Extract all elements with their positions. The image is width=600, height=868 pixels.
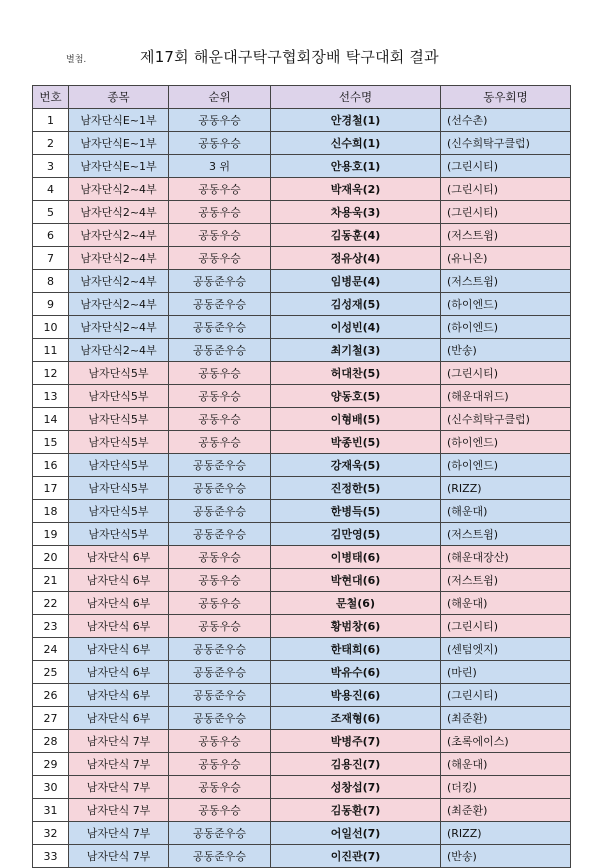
cell-event: 남자단식 7부 — [69, 776, 169, 799]
cell-rank: 공동우승 — [169, 776, 271, 799]
cell-event: 남자단식2~4부 — [69, 201, 169, 224]
cell-number: 1 — [33, 109, 69, 132]
table-row — [33, 707, 571, 730]
cell-number: 29 — [33, 753, 69, 776]
cell-club-name: (더킹) — [441, 776, 571, 799]
cell-rank: 공동우승 — [169, 753, 271, 776]
table-row — [33, 155, 571, 178]
cell-event: 남자단식E~1부 — [69, 155, 169, 178]
table-row — [33, 523, 571, 546]
cell-club-name: (센텀엣지) — [441, 638, 571, 661]
cell-player-name: 안용호(1) — [271, 155, 441, 178]
cell-number: 6 — [33, 224, 69, 247]
cell-player-name: 박종빈(5) — [271, 431, 441, 454]
cell-event: 남자단식2~4부 — [69, 316, 169, 339]
cell-event: 남자단식 6부 — [69, 684, 169, 707]
table-row — [33, 408, 571, 431]
cell-number: 18 — [33, 500, 69, 523]
cell-club-name: (그린시티) — [441, 362, 571, 385]
cell-number: 13 — [33, 385, 69, 408]
cell-event: 남자단식 6부 — [69, 707, 169, 730]
cell-event: 남자단식2~4부 — [69, 293, 169, 316]
table-row — [33, 270, 571, 293]
cell-player-name: 진정한(5) — [271, 477, 441, 500]
cell-rank: 공동우승 — [169, 431, 271, 454]
table-row — [33, 316, 571, 339]
cell-number: 16 — [33, 454, 69, 477]
table-row — [33, 500, 571, 523]
cell-rank: 공동우승 — [169, 109, 271, 132]
cell-number: 22 — [33, 592, 69, 615]
cell-player-name: 정유상(4) — [271, 247, 441, 270]
cell-event: 남자단식2~4부 — [69, 270, 169, 293]
cell-player-name: 성창섭(7) — [271, 776, 441, 799]
cell-number: 5 — [33, 201, 69, 224]
cell-number: 7 — [33, 247, 69, 270]
cell-rank: 공동준우승 — [169, 454, 271, 477]
cell-event: 남자단식5부 — [69, 408, 169, 431]
cell-player-name: 김동훈(4) — [271, 224, 441, 247]
attachment-label: 별첨. — [66, 55, 87, 65]
table-row — [33, 569, 571, 592]
cell-number: 26 — [33, 684, 69, 707]
table-row — [33, 109, 571, 132]
cell-player-name: 조재형(6) — [271, 707, 441, 730]
cell-event: 남자단식5부 — [69, 477, 169, 500]
cell-rank: 공동우승 — [169, 546, 271, 569]
cell-player-name: 안경철(1) — [271, 109, 441, 132]
table-row — [33, 753, 571, 776]
cell-number: 32 — [33, 822, 69, 845]
table-row — [33, 730, 571, 753]
cell-club-name: (신수희탁구클럽) — [441, 408, 571, 431]
cell-rank: 공동준우승 — [169, 270, 271, 293]
table-row — [33, 776, 571, 799]
cell-rank: 공동우승 — [169, 224, 271, 247]
cell-club-name: (하이엔드) — [441, 293, 571, 316]
table-body — [33, 109, 571, 868]
cell-number: 19 — [33, 523, 69, 546]
cell-rank: 공동우승 — [169, 385, 271, 408]
table-row — [33, 132, 571, 155]
cell-event: 남자단식 6부 — [69, 615, 169, 638]
cell-rank: 공동우승 — [169, 615, 271, 638]
column-header-number: 번호 — [33, 86, 69, 109]
cell-event: 남자단식5부 — [69, 500, 169, 523]
column-header-player: 선수명 — [271, 86, 441, 109]
cell-number: 30 — [33, 776, 69, 799]
cell-club-name: (마린) — [441, 661, 571, 684]
table-row — [33, 684, 571, 707]
cell-rank: 공동우승 — [169, 247, 271, 270]
cell-player-name: 김동환(7) — [271, 799, 441, 822]
cell-rank: 공동우승 — [169, 730, 271, 753]
cell-number: 31 — [33, 799, 69, 822]
cell-event: 남자단식 7부 — [69, 845, 169, 868]
cell-event: 남자단식 6부 — [69, 569, 169, 592]
table-row — [33, 592, 571, 615]
table-row — [33, 293, 571, 316]
cell-player-name: 양동호(5) — [271, 385, 441, 408]
cell-number: 11 — [33, 339, 69, 362]
table-row — [33, 178, 571, 201]
table-row — [33, 661, 571, 684]
table-row — [33, 799, 571, 822]
column-header-rank: 순위 — [169, 86, 271, 109]
cell-player-name: 이형배(5) — [271, 408, 441, 431]
cell-number: 15 — [33, 431, 69, 454]
cell-club-name: (하이엔드) — [441, 454, 571, 477]
cell-player-name: 강재욱(5) — [271, 454, 441, 477]
cell-rank: 공동준우승 — [169, 661, 271, 684]
cell-player-name: 한병득(5) — [271, 500, 441, 523]
cell-club-name: (RIZZ) — [441, 477, 571, 500]
cell-club-name: (반송) — [441, 845, 571, 868]
cell-rank: 공동준우승 — [169, 339, 271, 362]
cell-number: 23 — [33, 615, 69, 638]
cell-number: 3 — [33, 155, 69, 178]
cell-number: 10 — [33, 316, 69, 339]
cell-number: 33 — [33, 845, 69, 868]
cell-number: 8 — [33, 270, 69, 293]
cell-rank: 공동준우승 — [169, 845, 271, 868]
cell-player-name: 박유수(6) — [271, 661, 441, 684]
cell-event: 남자단식5부 — [69, 385, 169, 408]
cell-club-name: (그린시티) — [441, 178, 571, 201]
cell-player-name: 박재욱(2) — [271, 178, 441, 201]
cell-club-name: (최준환) — [441, 707, 571, 730]
cell-number: 27 — [33, 707, 69, 730]
table-row — [33, 615, 571, 638]
cell-club-name: (저스트윔) — [441, 270, 571, 293]
cell-player-name: 최기철(3) — [271, 339, 441, 362]
cell-player-name: 이진관(7) — [271, 845, 441, 868]
cell-club-name: (저스트윔) — [441, 224, 571, 247]
cell-event: 남자단식E~1부 — [69, 109, 169, 132]
table-header-row — [33, 86, 571, 109]
cell-rank: 공동우승 — [169, 201, 271, 224]
cell-rank: 공동우승 — [169, 408, 271, 431]
table-row — [33, 362, 571, 385]
cell-event: 남자단식 6부 — [69, 592, 169, 615]
cell-player-name: 박현대(6) — [271, 569, 441, 592]
cell-player-name: 문철(6) — [271, 592, 441, 615]
cell-event: 남자단식 7부 — [69, 822, 169, 845]
cell-rank: 공동준우승 — [169, 638, 271, 661]
cell-rank: 공동우승 — [169, 132, 271, 155]
cell-club-name: (그린시티) — [441, 684, 571, 707]
results-table — [32, 85, 571, 868]
cell-club-name: (저스트윔) — [441, 569, 571, 592]
cell-number: 14 — [33, 408, 69, 431]
cell-number: 20 — [33, 546, 69, 569]
cell-club-name: (초록에이스) — [441, 730, 571, 753]
cell-number: 21 — [33, 569, 69, 592]
cell-number: 24 — [33, 638, 69, 661]
cell-player-name: 이성빈(4) — [271, 316, 441, 339]
column-header-club: 동우회명 — [441, 86, 571, 109]
cell-event: 남자단식2~4부 — [69, 247, 169, 270]
table-row — [33, 454, 571, 477]
table-row — [33, 247, 571, 270]
cell-event: 남자단식5부 — [69, 454, 169, 477]
table-row — [33, 638, 571, 661]
cell-event: 남자단식 6부 — [69, 661, 169, 684]
table-row — [33, 385, 571, 408]
cell-number: 12 — [33, 362, 69, 385]
cell-club-name: (반송) — [441, 339, 571, 362]
cell-club-name: (유니온) — [441, 247, 571, 270]
cell-rank: 공동준우승 — [169, 500, 271, 523]
table-row — [33, 431, 571, 454]
cell-club-name: (해운대위드) — [441, 385, 571, 408]
table-row — [33, 546, 571, 569]
cell-player-name: 임병문(4) — [271, 270, 441, 293]
cell-rank: 공동준우승 — [169, 822, 271, 845]
cell-rank: 공동준우승 — [169, 316, 271, 339]
cell-rank: 공동우승 — [169, 178, 271, 201]
cell-event: 남자단식 7부 — [69, 799, 169, 822]
cell-rank: 공동준우승 — [169, 293, 271, 316]
cell-rank: 공동준우승 — [169, 523, 271, 546]
cell-number: 9 — [33, 293, 69, 316]
cell-club-name: (그린시티) — [441, 615, 571, 638]
cell-event: 남자단식 7부 — [69, 730, 169, 753]
cell-number: 2 — [33, 132, 69, 155]
cell-club-name: (신수희탁구클럽) — [441, 132, 571, 155]
cell-rank: 공동우승 — [169, 362, 271, 385]
cell-club-name: (하이엔드) — [441, 431, 571, 454]
cell-club-name: (해운대) — [441, 753, 571, 776]
cell-player-name: 김용진(7) — [271, 753, 441, 776]
table-row — [33, 822, 571, 845]
cell-rank: 3 위 — [169, 155, 271, 178]
cell-rank: 공동준우승 — [169, 707, 271, 730]
cell-player-name: 황범창(6) — [271, 615, 441, 638]
cell-event: 남자단식E~1부 — [69, 132, 169, 155]
cell-player-name: 신수희(1) — [271, 132, 441, 155]
column-header-event: 종목 — [69, 86, 169, 109]
cell-rank: 공동준우승 — [169, 477, 271, 500]
cell-event: 남자단식2~4부 — [69, 339, 169, 362]
cell-player-name: 차용욱(3) — [271, 201, 441, 224]
cell-rank: 공동우승 — [169, 799, 271, 822]
cell-player-name: 박병주(7) — [271, 730, 441, 753]
cell-club-name: (RIZZ) — [441, 822, 571, 845]
cell-club-name: (하이엔드) — [441, 316, 571, 339]
cell-club-name: (그린시티) — [441, 155, 571, 178]
cell-player-name: 박용진(6) — [271, 684, 441, 707]
cell-rank: 공동우승 — [169, 592, 271, 615]
cell-event: 남자단식5부 — [69, 523, 169, 546]
cell-club-name: (저스트윔) — [441, 523, 571, 546]
cell-event: 남자단식5부 — [69, 431, 169, 454]
cell-club-name: (최준환) — [441, 799, 571, 822]
cell-club-name: (해운대장산) — [441, 546, 571, 569]
cell-player-name: 김성재(5) — [271, 293, 441, 316]
cell-event: 남자단식2~4부 — [69, 224, 169, 247]
cell-event: 남자단식 6부 — [69, 546, 169, 569]
cell-event: 남자단식2~4부 — [69, 178, 169, 201]
cell-number: 28 — [33, 730, 69, 753]
cell-number: 17 — [33, 477, 69, 500]
cell-club-name: (그린시티) — [441, 201, 571, 224]
cell-club-name: (해운대) — [441, 592, 571, 615]
cell-event: 남자단식 7부 — [69, 753, 169, 776]
cell-player-name: 어일선(7) — [271, 822, 441, 845]
cell-number: 25 — [33, 661, 69, 684]
cell-rank: 공동우승 — [169, 569, 271, 592]
cell-player-name: 허대찬(5) — [271, 362, 441, 385]
cell-club-name: (해운대) — [441, 500, 571, 523]
cell-player-name: 한태희(6) — [271, 638, 441, 661]
cell-number: 4 — [33, 178, 69, 201]
cell-player-name: 이병태(6) — [271, 546, 441, 569]
page-title: 제17회 해운대구탁구협회장배 탁구대회 결과 — [140, 48, 439, 66]
table-row — [33, 201, 571, 224]
cell-event: 남자단식5부 — [69, 362, 169, 385]
cell-player-name: 김만영(5) — [271, 523, 441, 546]
cell-event: 남자단식 6부 — [69, 638, 169, 661]
cell-club-name: (선수촌) — [441, 109, 571, 132]
table-row — [33, 477, 571, 500]
document-header — [0, 44, 600, 68]
table-row — [33, 339, 571, 362]
table-row — [33, 224, 571, 247]
cell-rank: 공동준우승 — [169, 684, 271, 707]
